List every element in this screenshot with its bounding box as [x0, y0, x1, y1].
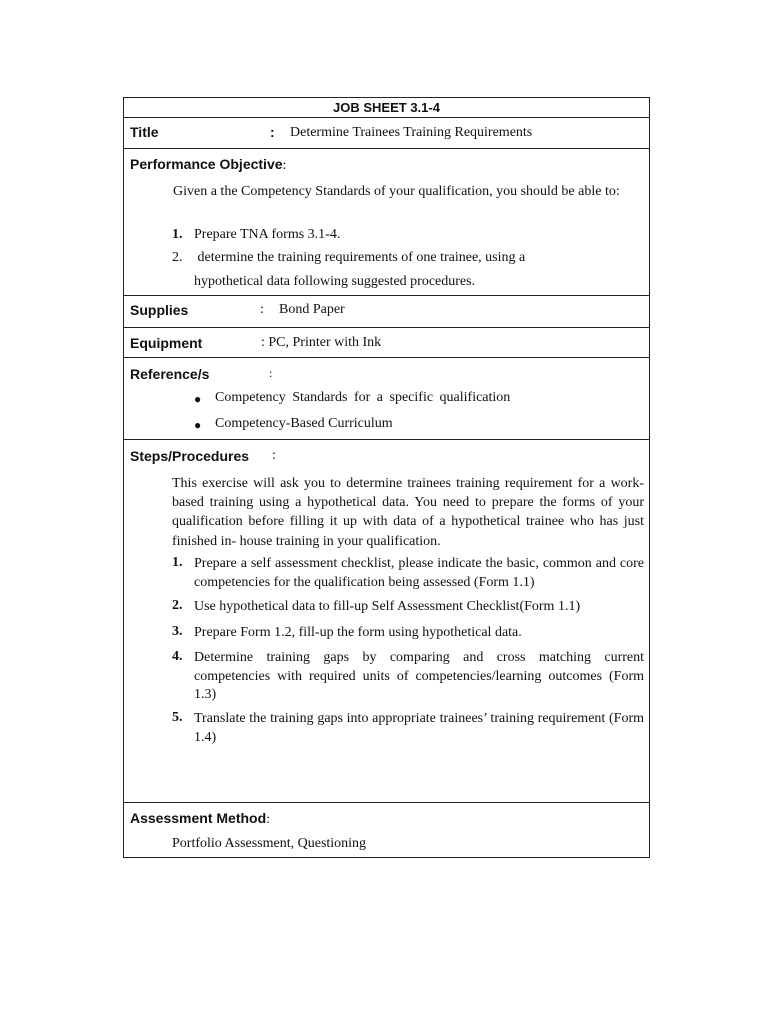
- performance-objective-intro: Given a the Competency Standards of your qualification, you should be able to:: [173, 184, 620, 199]
- steps-intro: This exercise will ask you to determine trainees training requirement for a work-based training using a hypothetical data. You need to prepare the forms of your qualification before filling it up with data of a hypothetical trainee who has just finished in- house training in your qualification.: [172, 476, 644, 549]
- objective-1-number: 1.: [172, 227, 183, 242]
- reference-1-text: Competency Standards for a specific qualification: [215, 390, 511, 405]
- assessment-method-colon: :: [266, 812, 271, 827]
- performance-objective-label: Performance Objective: [130, 156, 283, 172]
- job-sheet-header: JOB SHEET 3.1-4: [333, 100, 440, 115]
- assessment-method-value: Portfolio Assessment, Questioning: [172, 836, 367, 851]
- title-label: Title: [130, 124, 159, 140]
- step-2-text: Use hypothetical data to fill-up Self Assessment Checklist(Form 1.1): [194, 599, 581, 614]
- objective-2-text: determine the training requirements of one trainee, using a: [194, 250, 526, 265]
- title-row: [124, 117, 649, 148]
- reference-1-bullet-icon: ●: [194, 392, 202, 406]
- assessment-method-row: [124, 802, 649, 857]
- performance-objective-heading: [130, 156, 286, 174]
- title-separator: :: [270, 124, 275, 140]
- supplies-separator: :: [260, 302, 264, 317]
- objective-2-number: 2.: [172, 250, 183, 265]
- references-label: Reference/s: [130, 366, 210, 382]
- assessment-method-heading: [130, 810, 270, 828]
- supplies-label: Supplies: [130, 302, 189, 318]
- equipment-row: [124, 327, 649, 357]
- supplies-row: [124, 295, 649, 327]
- reference-2-text: Competency-Based Curriculum: [215, 416, 393, 431]
- references-separator: :: [269, 366, 273, 380]
- step-1-text: Prepare a self assessment checklist, please indicate the basic, common and core competencies for the qualification being assessed (Form 1.1): [194, 556, 644, 590]
- objective-1-text: Prepare TNA forms 3.1-4.: [194, 227, 341, 242]
- step-4-text: Determine training gaps by comparing and cross matching current competencies with required units of competencies/learning outcomes (Form 1.3): [194, 650, 644, 702]
- step-2-number: 2.: [172, 598, 183, 613]
- step-3-number: 3.: [172, 624, 183, 639]
- step-5-text: Translate the training gaps into appropriate trainees’ training requirement (Form 1.4): [194, 711, 644, 745]
- objective-2-text-continued: hypothetical data following suggested procedures.: [194, 274, 476, 289]
- assessment-method-label: Assessment Method: [130, 810, 267, 826]
- performance-objective-row: [124, 148, 649, 295]
- steps-procedures-row: [124, 439, 649, 802]
- reference-2-bullet-icon: ●: [194, 418, 202, 432]
- title-value: Determine Trainees Training Requirements: [290, 125, 533, 140]
- performance-objective-colon: :: [282, 158, 287, 173]
- step-1-number: 1.: [172, 555, 183, 570]
- step-4-number: 4.: [172, 649, 183, 664]
- step-5-number: 5.: [172, 710, 183, 725]
- references-row: [124, 357, 649, 439]
- supplies-value: Bond Paper: [279, 302, 345, 317]
- equipment-value: : PC, Printer with Ink: [261, 335, 382, 350]
- job-sheet-table: [123, 97, 650, 858]
- equipment-label: Equipment: [130, 335, 203, 351]
- steps-procedures-label: Steps/Procedures: [130, 448, 250, 464]
- steps-procedures-separator: :: [272, 448, 276, 463]
- step-3-text: Prepare Form 1.2, fill-up the form using hypothetical data.: [194, 625, 522, 640]
